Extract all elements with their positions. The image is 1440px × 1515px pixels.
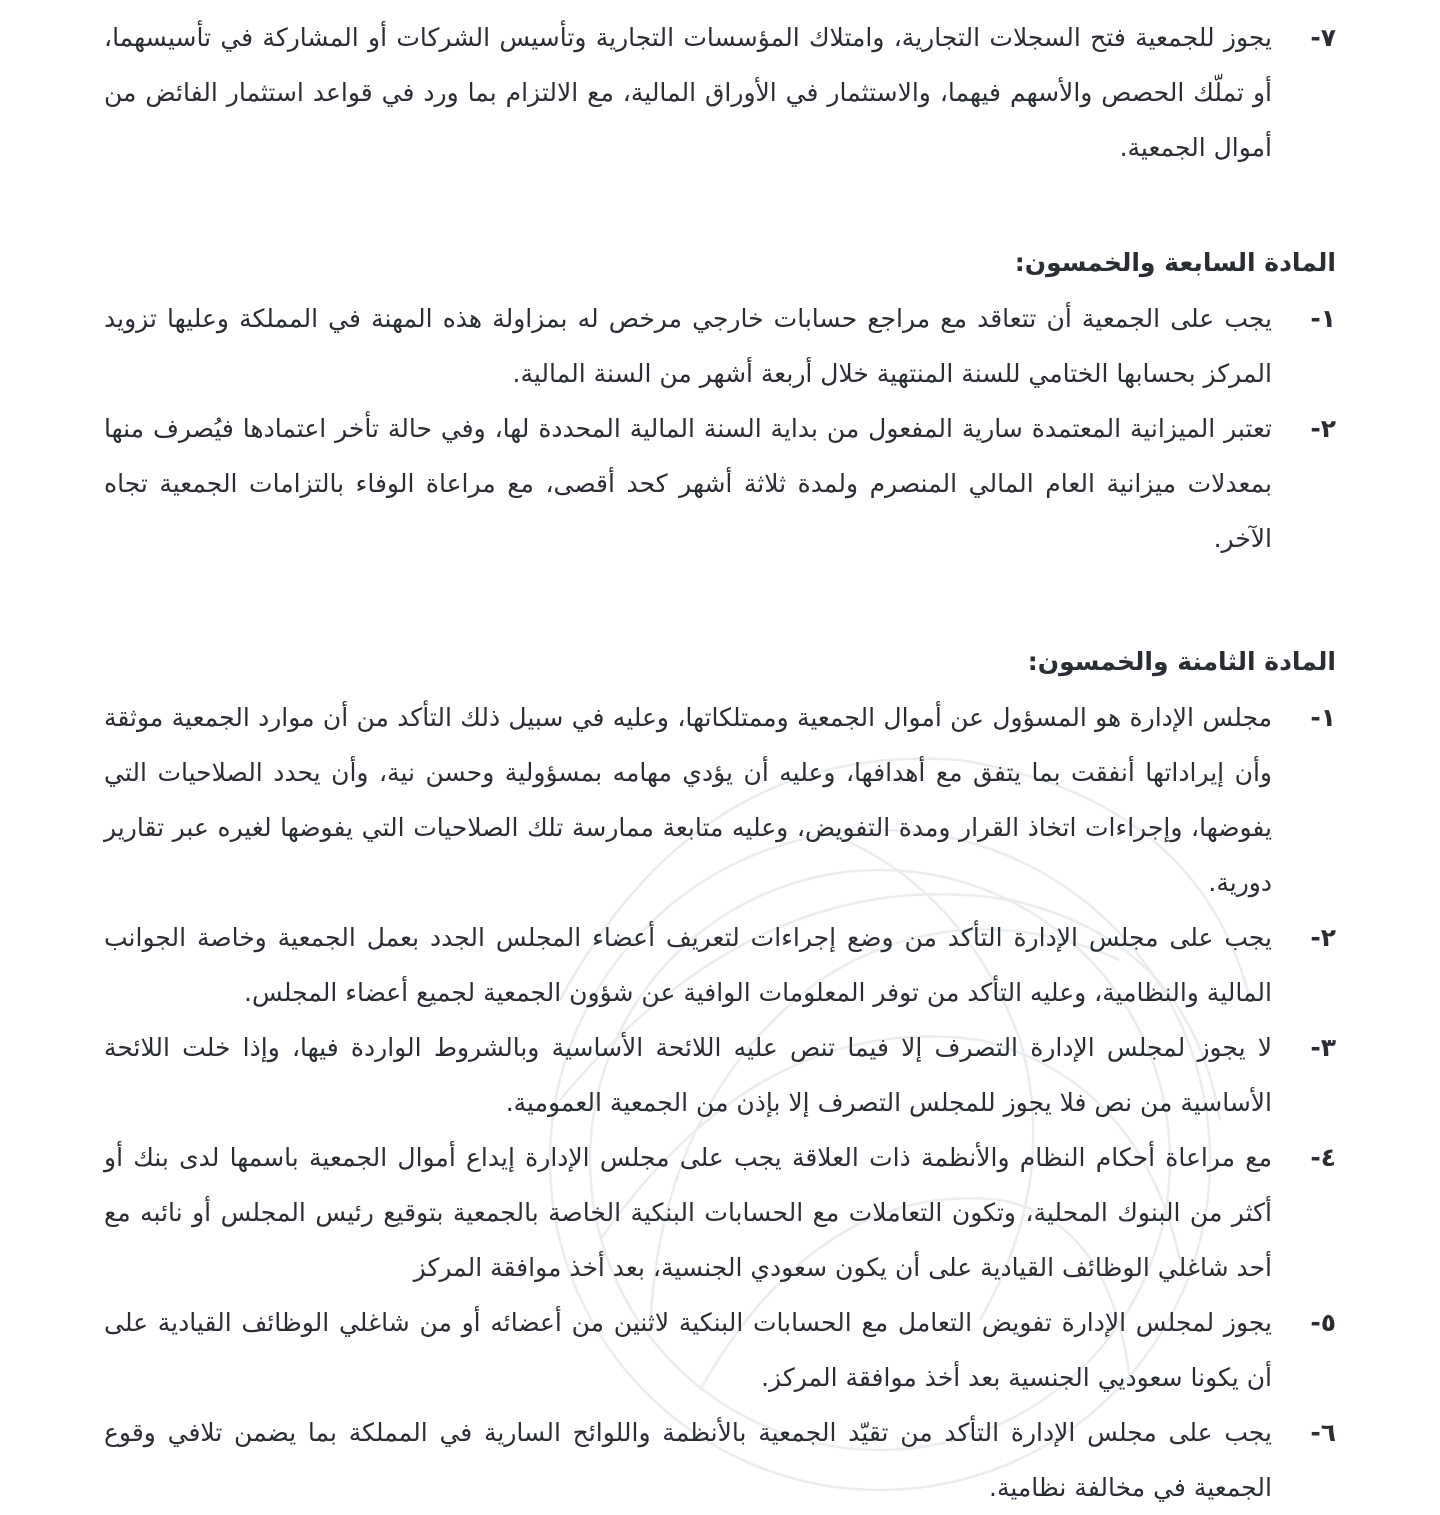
article-56-continuation	[104, 0, 1336, 175]
article-title: المادة الثامنة والخمسون:	[1027, 647, 1336, 676]
list-item	[104, 291, 1336, 401]
item-text: يجب على مجلس الإدارة التأكد من وضع إجراءات لتعريف أعضاء المجلس الجدد بعمل الجمعية وخاصة الجوانب المالية والنظامية، وعليه التأكد من توفر المعلومات الوافية عن شؤون الجمعية لجميع أعضاء المجلس.	[104, 923, 1272, 1007]
article-56-items	[104, 10, 1336, 175]
item-text: يجوز للجمعية فتح السجلات التجارية، وامتلاك المؤسسات التجارية وتأسيس الشركات أو المشاركة في تأسيسهما، أو تملّك الحصص والأسهم فيهما، والاستثمار في الأوراق المالية، مع الالتزام بما ورد في قواعد استثمار الفائض من أموال الجمعية.	[104, 23, 1272, 162]
list-item	[104, 1020, 1336, 1130]
item-text: مع مراعاة أحكام النظام والأنظمة ذات العلاقة يجب على مجلس الإدارة إيداع أموال الجمعية باسمها لدى بنك أو أكثر من البنوك المحلية، وتكون التعاملات مع الحسابات البنكية الخاصة بالجمعية بتوقيع رئيس المجلس أو نائبه مع أحد شاغلي الوظائف القيادية على أن يكون سعودي الجنسية، بعد أخذ موافقة المركز	[104, 1143, 1272, 1282]
item-text: يجب على الجمعية أن تتعاقد مع مراجع حسابات خارجي مرخص له بمزاولة هذه المهنة في المملكة وعليها تزويد المركز بحسابها الختامي للسنة المنتهية خلال أربعة أشهر من السنة المالية.	[104, 304, 1272, 388]
list-item	[104, 910, 1336, 1020]
item-number: ٧-	[1310, 23, 1336, 52]
item-text: يجوز لمجلس الإدارة تفويض التعامل مع الحسابات البنكية لاثنين من أعضائه أو من شاغلي الوظائف القيادية على أن يكونا سعوديي الجنسية بعد أخذ موافقة المركز.	[104, 1308, 1272, 1392]
item-text: تعتبر الميزانية المعتمدة سارية المفعول من بداية السنة المالية المحددة لها، وفي حالة تأخر اعتمادها فيُصرف منها بمعدلات ميزانية العام المالي المنصرم ولمدة ثلاثة أشهر كحد أقصى، مع مراعاة الوفاء بالتزامات الجمعية تجاه الآخر.	[104, 414, 1272, 553]
item-number: ٣-	[1310, 1033, 1336, 1062]
item-text: يجب على مجلس الإدارة التأكد من تقيّد الجمعية بالأنظمة واللوائح السارية في المملكة بما يضمن تلافي وقوع الجمعية في مخالفة نظامية.	[104, 1418, 1272, 1502]
item-number: ١-	[1310, 703, 1336, 732]
list-item	[104, 1295, 1336, 1405]
list-item	[104, 1405, 1336, 1515]
item-number: ١-	[1310, 304, 1336, 333]
article-57	[104, 235, 1336, 566]
article-title: المادة السابعة والخمسون:	[1014, 248, 1336, 277]
list-item	[104, 1130, 1336, 1295]
item-text: مجلس الإدارة هو المسؤول عن أموال الجمعية وممتلكاتها، وعليه في سبيل ذلك التأكد من أن موارد الجمعية موثقة وأن إيراداتها أنفقت بما يتفق مع أهدافها، وعليه أن يؤدي مهامه بمسؤولية وحسن نية، وأن يحدد الصلاحيات التي يفوضها، وإجراءات اتخاذ القرار ومدة التفويض، وعليه متابعة ممارسة تلك الصلاحيات التي يفوضها لغيره عبر تقارير دورية.	[104, 703, 1272, 897]
article-57-items	[104, 291, 1336, 566]
item-number: ٥-	[1310, 1308, 1336, 1337]
item-text: لا يجوز لمجلس الإدارة التصرف إلا فيما تنص عليه اللائحة الأساسية وبالشروط الواردة فيها، وإذا خلت اللائحة الأساسية من نص فلا يجوز للمجلس التصرف إلا بإذن من الجمعية العمومية.	[104, 1033, 1272, 1117]
spacer	[104, 175, 1336, 235]
article-58	[104, 634, 1336, 1515]
spacer	[104, 566, 1336, 634]
item-number: ٦-	[1310, 1418, 1336, 1447]
item-number: ٢-	[1310, 923, 1336, 952]
document-page	[104, 0, 1336, 1515]
list-item	[104, 10, 1336, 175]
item-number: ٢-	[1310, 414, 1336, 443]
item-number: ٤-	[1310, 1143, 1336, 1172]
list-item	[104, 690, 1336, 910]
article-58-items	[104, 690, 1336, 1515]
list-item	[104, 401, 1336, 566]
